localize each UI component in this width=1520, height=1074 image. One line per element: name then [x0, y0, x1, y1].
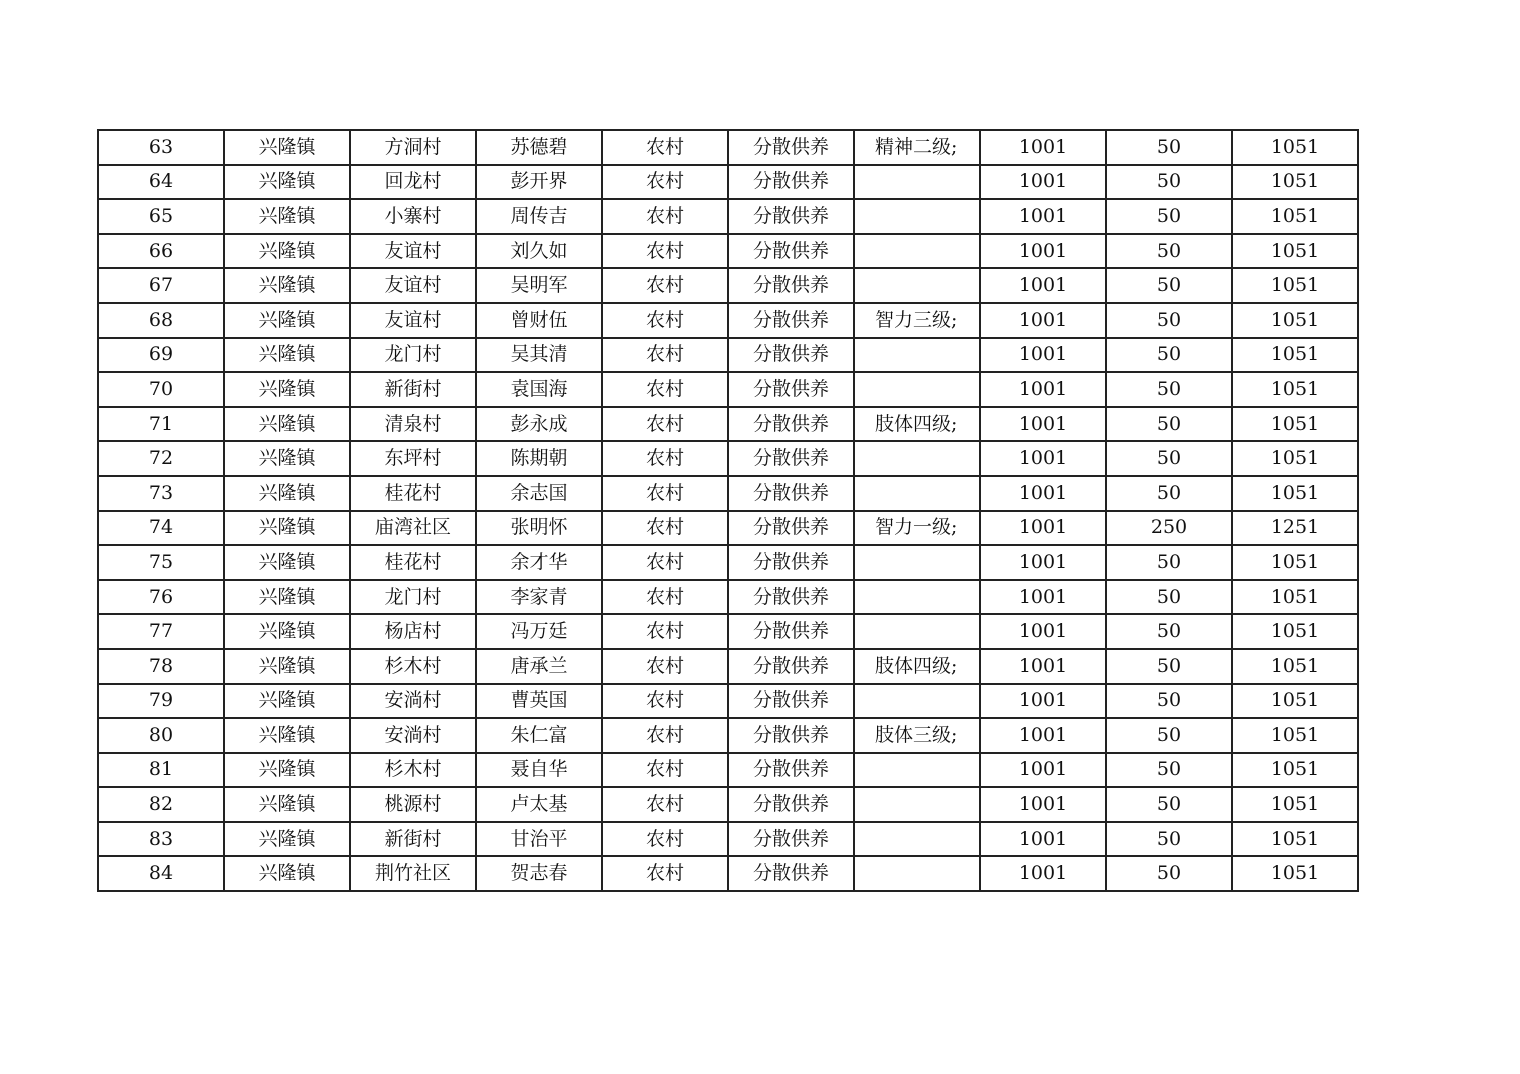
extra-amount-cell: 50	[1106, 649, 1232, 684]
area-type-cell: 农村	[602, 303, 728, 338]
row-number-cell: 77	[98, 614, 224, 649]
name-cell: 朱仁富	[476, 718, 602, 753]
table-row	[98, 441, 1358, 476]
row-number-cell: 64	[98, 165, 224, 200]
name-cell: 周传吉	[476, 199, 602, 234]
total-amount-cell: 1051	[1232, 303, 1358, 338]
table-row	[98, 199, 1358, 234]
area-type-cell: 农村	[602, 268, 728, 303]
disability-cell: 肢体三级;	[854, 718, 980, 753]
town-cell: 兴隆镇	[224, 407, 350, 442]
table-row	[98, 787, 1358, 822]
name-cell: 刘久如	[476, 234, 602, 269]
town-cell: 兴隆镇	[224, 338, 350, 373]
table-row	[98, 338, 1358, 373]
area-type-cell: 农村	[602, 199, 728, 234]
area-type-cell: 农村	[602, 338, 728, 373]
disability-cell	[854, 684, 980, 719]
base-amount-cell: 1001	[980, 684, 1106, 719]
town-cell: 兴隆镇	[224, 234, 350, 269]
town-cell: 兴隆镇	[224, 684, 350, 719]
total-amount-cell: 1051	[1232, 234, 1358, 269]
village-cell: 龙门村	[350, 580, 476, 615]
area-type-cell: 农村	[602, 614, 728, 649]
disability-cell: 肢体四级;	[854, 649, 980, 684]
table-row	[98, 718, 1358, 753]
base-amount-cell: 1001	[980, 511, 1106, 546]
table-row	[98, 303, 1358, 338]
disability-cell	[854, 372, 980, 407]
town-cell: 兴隆镇	[224, 787, 350, 822]
town-cell: 兴隆镇	[224, 753, 350, 788]
town-cell: 兴隆镇	[224, 303, 350, 338]
name-cell: 甘治平	[476, 822, 602, 857]
support-type-cell: 分散供养	[728, 718, 854, 753]
extra-amount-cell: 50	[1106, 545, 1232, 580]
support-type-cell: 分散供养	[728, 787, 854, 822]
area-type-cell: 农村	[602, 718, 728, 753]
area-type-cell: 农村	[602, 684, 728, 719]
name-cell: 吴明军	[476, 268, 602, 303]
row-number-cell: 63	[98, 130, 224, 165]
total-amount-cell: 1051	[1232, 268, 1358, 303]
row-number-cell: 74	[98, 511, 224, 546]
data-table	[97, 129, 1359, 892]
support-type-cell: 分散供养	[728, 511, 854, 546]
town-cell: 兴隆镇	[224, 649, 350, 684]
town-cell: 兴隆镇	[224, 614, 350, 649]
name-cell: 卢太基	[476, 787, 602, 822]
name-cell: 苏德碧	[476, 130, 602, 165]
name-cell: 贺志春	[476, 856, 602, 891]
total-amount-cell: 1051	[1232, 165, 1358, 200]
support-type-cell: 分散供养	[728, 614, 854, 649]
disability-cell	[854, 787, 980, 822]
row-number-cell: 70	[98, 372, 224, 407]
town-cell: 兴隆镇	[224, 476, 350, 511]
extra-amount-cell: 50	[1106, 822, 1232, 857]
disability-cell	[854, 856, 980, 891]
table-row	[98, 545, 1358, 580]
village-cell: 杉木村	[350, 649, 476, 684]
extra-amount-cell: 50	[1106, 718, 1232, 753]
name-cell: 唐承兰	[476, 649, 602, 684]
disability-cell	[854, 614, 980, 649]
base-amount-cell: 1001	[980, 753, 1106, 788]
disability-cell	[854, 822, 980, 857]
area-type-cell: 农村	[602, 511, 728, 546]
support-type-cell: 分散供养	[728, 234, 854, 269]
town-cell: 兴隆镇	[224, 545, 350, 580]
support-type-cell: 分散供养	[728, 476, 854, 511]
area-type-cell: 农村	[602, 165, 728, 200]
area-type-cell: 农村	[602, 407, 728, 442]
disability-cell	[854, 338, 980, 373]
extra-amount-cell: 50	[1106, 407, 1232, 442]
table-row	[98, 511, 1358, 546]
base-amount-cell: 1001	[980, 649, 1106, 684]
support-type-cell: 分散供养	[728, 580, 854, 615]
row-number-cell: 78	[98, 649, 224, 684]
extra-amount-cell: 50	[1106, 338, 1232, 373]
name-cell: 彭开界	[476, 165, 602, 200]
support-type-cell: 分散供养	[728, 545, 854, 580]
area-type-cell: 农村	[602, 130, 728, 165]
area-type-cell: 农村	[602, 441, 728, 476]
extra-amount-cell: 50	[1106, 856, 1232, 891]
extra-amount-cell: 50	[1106, 372, 1232, 407]
total-amount-cell: 1051	[1232, 649, 1358, 684]
name-cell: 彭永成	[476, 407, 602, 442]
extra-amount-cell: 50	[1106, 787, 1232, 822]
row-number-cell: 71	[98, 407, 224, 442]
total-amount-cell: 1051	[1232, 407, 1358, 442]
support-type-cell: 分散供养	[728, 684, 854, 719]
disability-cell	[854, 441, 980, 476]
table-row	[98, 165, 1358, 200]
extra-amount-cell: 50	[1106, 165, 1232, 200]
town-cell: 兴隆镇	[224, 199, 350, 234]
extra-amount-cell: 50	[1106, 614, 1232, 649]
name-cell: 陈期朝	[476, 441, 602, 476]
total-amount-cell: 1251	[1232, 511, 1358, 546]
town-cell: 兴隆镇	[224, 856, 350, 891]
village-cell: 庙湾社区	[350, 511, 476, 546]
town-cell: 兴隆镇	[224, 511, 350, 546]
area-type-cell: 农村	[602, 580, 728, 615]
town-cell: 兴隆镇	[224, 268, 350, 303]
total-amount-cell: 1051	[1232, 856, 1358, 891]
base-amount-cell: 1001	[980, 856, 1106, 891]
base-amount-cell: 1001	[980, 372, 1106, 407]
support-type-cell: 分散供养	[728, 199, 854, 234]
area-type-cell: 农村	[602, 822, 728, 857]
support-type-cell: 分散供养	[728, 753, 854, 788]
support-type-cell: 分散供养	[728, 338, 854, 373]
disability-cell: 智力三级;	[854, 303, 980, 338]
support-type-cell: 分散供养	[728, 822, 854, 857]
total-amount-cell: 1051	[1232, 684, 1358, 719]
row-number-cell: 79	[98, 684, 224, 719]
village-cell: 桂花村	[350, 476, 476, 511]
row-number-cell: 75	[98, 545, 224, 580]
support-type-cell: 分散供养	[728, 268, 854, 303]
extra-amount-cell: 50	[1106, 441, 1232, 476]
total-amount-cell: 1051	[1232, 338, 1358, 373]
total-amount-cell: 1051	[1232, 545, 1358, 580]
extra-amount-cell: 50	[1106, 684, 1232, 719]
total-amount-cell: 1051	[1232, 476, 1358, 511]
disability-cell: 肢体四级;	[854, 407, 980, 442]
table-row	[98, 822, 1358, 857]
base-amount-cell: 1001	[980, 614, 1106, 649]
area-type-cell: 农村	[602, 753, 728, 788]
name-cell: 李家青	[476, 580, 602, 615]
total-amount-cell: 1051	[1232, 372, 1358, 407]
village-cell: 东坪村	[350, 441, 476, 476]
base-amount-cell: 1001	[980, 234, 1106, 269]
area-type-cell: 农村	[602, 787, 728, 822]
town-cell: 兴隆镇	[224, 718, 350, 753]
support-type-cell: 分散供养	[728, 856, 854, 891]
disability-cell	[854, 268, 980, 303]
support-type-cell: 分散供养	[728, 130, 854, 165]
total-amount-cell: 1051	[1232, 614, 1358, 649]
town-cell: 兴隆镇	[224, 441, 350, 476]
base-amount-cell: 1001	[980, 303, 1106, 338]
row-number-cell: 84	[98, 856, 224, 891]
extra-amount-cell: 50	[1106, 476, 1232, 511]
area-type-cell: 农村	[602, 476, 728, 511]
village-cell: 桃源村	[350, 787, 476, 822]
total-amount-cell: 1051	[1232, 199, 1358, 234]
name-cell: 聂自华	[476, 753, 602, 788]
name-cell: 袁国海	[476, 372, 602, 407]
town-cell: 兴隆镇	[224, 130, 350, 165]
table-row	[98, 684, 1358, 719]
name-cell: 张明怀	[476, 511, 602, 546]
village-cell: 友谊村	[350, 234, 476, 269]
row-number-cell: 83	[98, 822, 224, 857]
row-number-cell: 80	[98, 718, 224, 753]
village-cell: 方洞村	[350, 130, 476, 165]
village-cell: 新街村	[350, 822, 476, 857]
support-type-cell: 分散供养	[728, 165, 854, 200]
total-amount-cell: 1051	[1232, 441, 1358, 476]
table-row	[98, 407, 1358, 442]
extra-amount-cell: 50	[1106, 268, 1232, 303]
extra-amount-cell: 50	[1106, 303, 1232, 338]
table-row	[98, 234, 1358, 269]
extra-amount-cell: 50	[1106, 130, 1232, 165]
total-amount-cell: 1051	[1232, 580, 1358, 615]
table-row	[98, 372, 1358, 407]
row-number-cell: 76	[98, 580, 224, 615]
disability-cell	[854, 545, 980, 580]
row-number-cell: 65	[98, 199, 224, 234]
row-number-cell: 82	[98, 787, 224, 822]
town-cell: 兴隆镇	[224, 372, 350, 407]
village-cell: 荆竹社区	[350, 856, 476, 891]
table-row	[98, 476, 1358, 511]
base-amount-cell: 1001	[980, 718, 1106, 753]
area-type-cell: 农村	[602, 649, 728, 684]
village-cell: 友谊村	[350, 268, 476, 303]
base-amount-cell: 1001	[980, 476, 1106, 511]
extra-amount-cell: 50	[1106, 234, 1232, 269]
row-number-cell: 81	[98, 753, 224, 788]
village-cell: 龙门村	[350, 338, 476, 373]
disability-cell	[854, 476, 980, 511]
total-amount-cell: 1051	[1232, 787, 1358, 822]
disability-cell	[854, 753, 980, 788]
base-amount-cell: 1001	[980, 822, 1106, 857]
disability-cell	[854, 234, 980, 269]
village-cell: 小寨村	[350, 199, 476, 234]
village-cell: 安淌村	[350, 684, 476, 719]
name-cell: 余志国	[476, 476, 602, 511]
base-amount-cell: 1001	[980, 580, 1106, 615]
village-cell: 杉木村	[350, 753, 476, 788]
name-cell: 冯万廷	[476, 614, 602, 649]
total-amount-cell: 1051	[1232, 822, 1358, 857]
extra-amount-cell: 50	[1106, 753, 1232, 788]
table-row	[98, 614, 1358, 649]
table-row	[98, 753, 1358, 788]
table-row	[98, 580, 1358, 615]
name-cell: 吴其清	[476, 338, 602, 373]
base-amount-cell: 1001	[980, 787, 1106, 822]
base-amount-cell: 1001	[980, 407, 1106, 442]
support-type-cell: 分散供养	[728, 649, 854, 684]
disability-cell	[854, 580, 980, 615]
base-amount-cell: 1001	[980, 268, 1106, 303]
town-cell: 兴隆镇	[224, 580, 350, 615]
extra-amount-cell: 50	[1106, 580, 1232, 615]
village-cell: 安淌村	[350, 718, 476, 753]
support-type-cell: 分散供养	[728, 441, 854, 476]
area-type-cell: 农村	[602, 234, 728, 269]
village-cell: 回龙村	[350, 165, 476, 200]
base-amount-cell: 1001	[980, 545, 1106, 580]
disability-cell: 智力一级;	[854, 511, 980, 546]
area-type-cell: 农村	[602, 856, 728, 891]
name-cell: 曾财伍	[476, 303, 602, 338]
total-amount-cell: 1051	[1232, 130, 1358, 165]
village-cell: 杨店村	[350, 614, 476, 649]
name-cell: 曹英国	[476, 684, 602, 719]
support-type-cell: 分散供养	[728, 303, 854, 338]
name-cell: 余才华	[476, 545, 602, 580]
table-row	[98, 268, 1358, 303]
table-row	[98, 856, 1358, 891]
village-cell: 清泉村	[350, 407, 476, 442]
row-number-cell: 66	[98, 234, 224, 269]
base-amount-cell: 1001	[980, 441, 1106, 476]
row-number-cell: 72	[98, 441, 224, 476]
town-cell: 兴隆镇	[224, 822, 350, 857]
row-number-cell: 73	[98, 476, 224, 511]
row-number-cell: 67	[98, 268, 224, 303]
row-number-cell: 68	[98, 303, 224, 338]
town-cell: 兴隆镇	[224, 165, 350, 200]
table-body	[98, 130, 1358, 891]
extra-amount-cell: 250	[1106, 511, 1232, 546]
base-amount-cell: 1001	[980, 165, 1106, 200]
total-amount-cell: 1051	[1232, 718, 1358, 753]
support-type-cell: 分散供养	[728, 407, 854, 442]
disability-cell	[854, 165, 980, 200]
base-amount-cell: 1001	[980, 338, 1106, 373]
row-number-cell: 69	[98, 338, 224, 373]
table-row	[98, 649, 1358, 684]
village-cell: 新街村	[350, 372, 476, 407]
village-cell: 桂花村	[350, 545, 476, 580]
base-amount-cell: 1001	[980, 199, 1106, 234]
support-type-cell: 分散供养	[728, 372, 854, 407]
area-type-cell: 农村	[602, 545, 728, 580]
extra-amount-cell: 50	[1106, 199, 1232, 234]
base-amount-cell: 1001	[980, 130, 1106, 165]
disability-cell	[854, 199, 980, 234]
disability-cell: 精神二级;	[854, 130, 980, 165]
table-row	[98, 130, 1358, 165]
village-cell: 友谊村	[350, 303, 476, 338]
total-amount-cell: 1051	[1232, 753, 1358, 788]
area-type-cell: 农村	[602, 372, 728, 407]
